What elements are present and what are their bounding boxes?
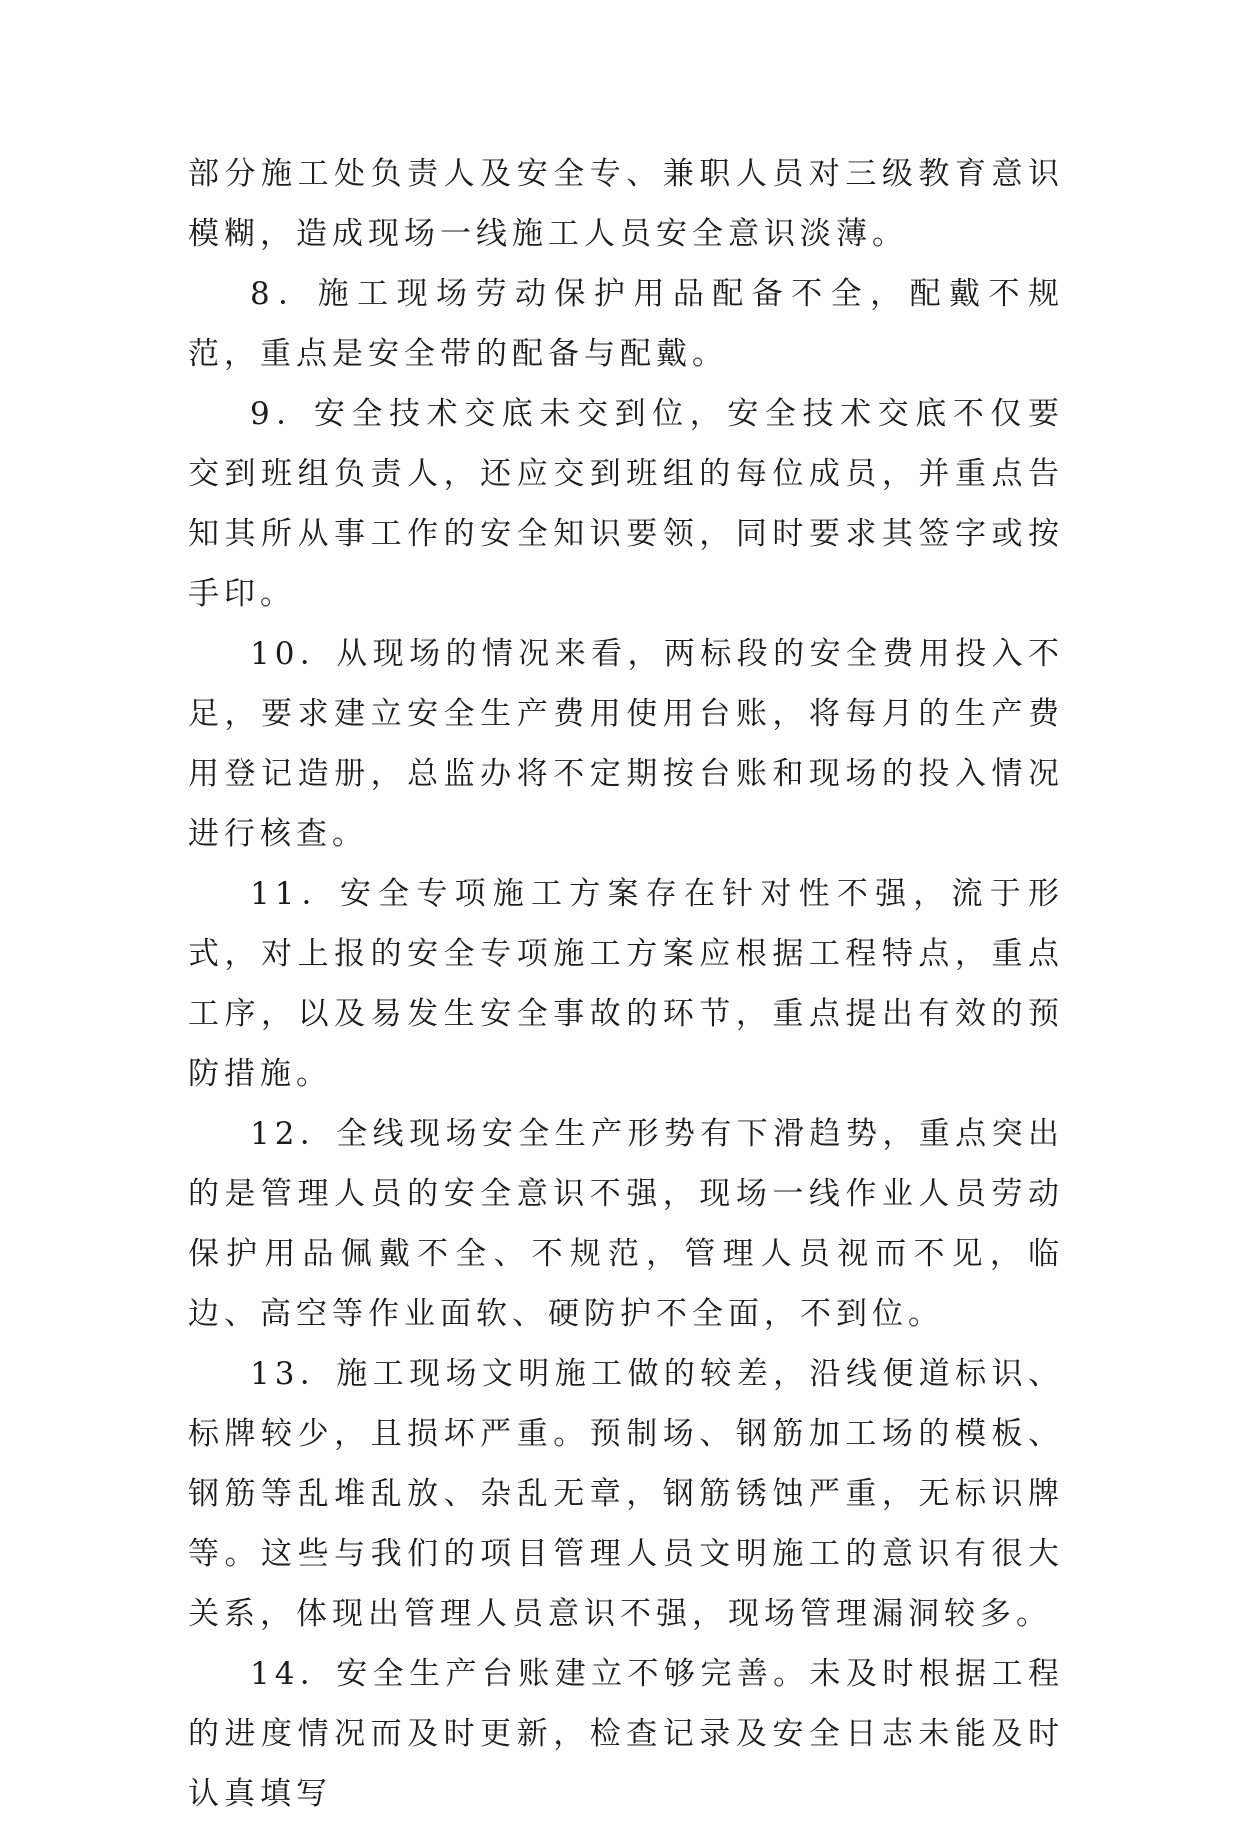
paragraph-item-13: 13．施工现场文明施工做的较差，沿线便道标识、标牌较少，且损坏严重。预制场、钢筋加工场的模板、钢筋等乱堆乱放、杂乱无章，钢筋锈蚀严重，无标识牌等。这些与我们的项目管理人员文明施工的意识有很大关系，体现出管理人员意识不强，现场管理漏洞较多。 [188,1356,1064,1632]
paragraph-continued: 部分施工处负责人及安全专、兼职人员对三级教育意识模糊，造成现场一线施工人员安全意识淡薄。 [188,156,1064,252]
paragraph-item-11: 11．安全专项施工方案存在针对性不强，流于形式，对上报的安全专项施工方案应根据工程特点，重点工序，以及易发生安全事故的环节，重点提出有效的预防措施。 [188,876,1064,1092]
paragraph-item-12: 12．全线现场安全生产形势有下滑趋势，重点突出的是管理人员的安全意识不强，现场一线作业人员劳动保护用品佩戴不全、不规范，管理人员视而不见，临边、高空等作业面软、硬防护不全面，不到位。 [188,1116,1064,1332]
paragraph-item-9: 9．安全技术交底未交到位，安全技术交底不仅要交到班组负责人，还应交到班组的每位成员，并重点告知其所从事工作的安全知识要领，同时要求其签字或按手印。 [188,396,1064,612]
document-body [188,144,1064,1824]
paragraph-item-8: 8．施工现场劳动保护用品配备不全，配戴不规范，重点是安全带的配备与配戴。 [188,276,1064,372]
paragraph-item-14: 14．安全生产台账建立不够完善。未及时根据工程的进度情况而及时更新，检查记录及安全日志未能及时认真填写 [188,1656,1064,1812]
paragraph-item-10: 10．从现场的情况来看，两标段的安全费用投入不足，要求建立安全生产费用使用台账，将每月的生产费用登记造册，总监办将不定期按台账和现场的投入情况进行核查。 [188,636,1064,852]
